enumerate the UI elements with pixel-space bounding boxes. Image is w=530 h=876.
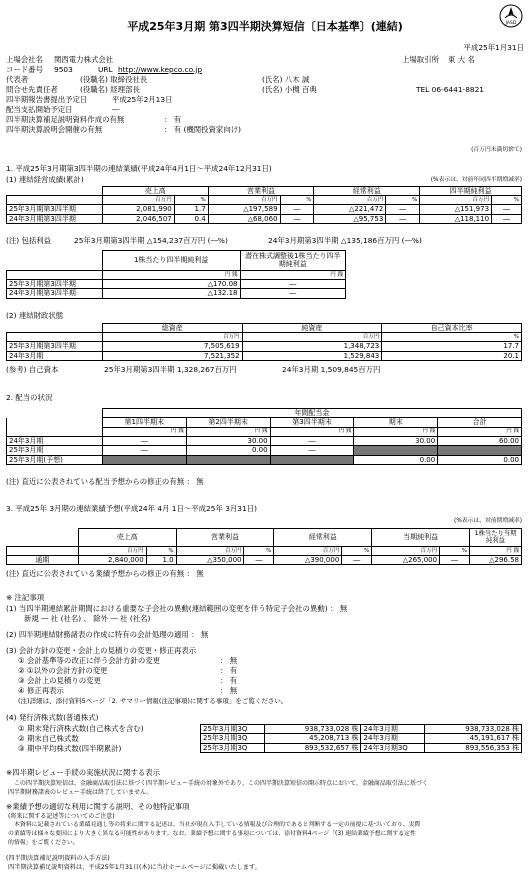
shaded-cell bbox=[186, 455, 270, 464]
shares-label: ① 期末発行済株式数(自己株式を含む) bbox=[18, 724, 144, 733]
listed-value: 関西電力株式会社 bbox=[54, 55, 114, 64]
rep-title: (役職名) 取締役社長 bbox=[80, 75, 148, 84]
row-label: 25年3月期第3四半期 bbox=[7, 205, 103, 214]
cell: 25年3月期3Q bbox=[201, 734, 265, 743]
shaded-cell bbox=[270, 455, 354, 464]
unit-cell: % bbox=[174, 196, 208, 205]
report-label: 四半期報告書提出予定日 bbox=[6, 95, 88, 104]
row-label: 24年3月期 bbox=[7, 351, 103, 360]
cell: ― bbox=[280, 205, 314, 214]
shares-label: ③ 期中平均株式数(四半期累計) bbox=[18, 744, 122, 753]
cell: △170.08 bbox=[102, 280, 240, 289]
comp-b: 24年3月期第3四半期 △135,186百万円 (―%) bbox=[268, 236, 422, 245]
shares-table bbox=[200, 724, 522, 753]
briefing-value: ： 有 (機関投資家向け) bbox=[164, 125, 241, 134]
cell: 7,521,352 bbox=[102, 351, 242, 360]
unit-cell: % bbox=[244, 547, 274, 556]
unit-cell: 百万円 bbox=[314, 196, 386, 205]
review-text: 四半期財務諸表のレビュー手続は終了していません。 bbox=[8, 789, 153, 796]
note-3-value: ： 無 bbox=[220, 656, 238, 665]
unit-cell: 円 銭 bbox=[470, 547, 522, 556]
cell: 24年3月期 bbox=[361, 734, 425, 743]
s2-title: 2. 配当の状況 bbox=[6, 393, 53, 402]
note-3-detail: (注)詳細は、添付資料5ページ「2. サマリー情報(注記事項)に関する事項」をご覧ください。 bbox=[18, 697, 288, 705]
note-4: (4) 発行済株式数(普通株式) bbox=[6, 713, 99, 722]
cell: ― bbox=[240, 289, 346, 298]
cell: ― bbox=[240, 280, 346, 289]
cell: 25年3月期3Q bbox=[201, 743, 265, 752]
cell: ― bbox=[102, 446, 186, 455]
note-3-value: ： 有 bbox=[220, 666, 238, 675]
financial-table bbox=[6, 323, 522, 361]
s3-note: (注) 直近に公表されている業績予想からの修正の有無 ： 無 bbox=[6, 569, 204, 578]
cell: 7,505,619 bbox=[102, 342, 242, 351]
s1-title: 1. 平成25年3月期第3四半期の連結業績(平成24年4月1日～平成24年12月31日) bbox=[6, 164, 272, 173]
cell: 938,733,028 株 bbox=[264, 725, 361, 734]
report-date: 平成25年1月31日 bbox=[463, 43, 524, 52]
unit-cell: 円 銭 bbox=[102, 271, 240, 280]
cell: ― bbox=[386, 214, 420, 223]
table-row bbox=[7, 556, 522, 565]
cell: 20.1 bbox=[382, 351, 522, 360]
hdr-annual-dividend: 年間配当金 bbox=[102, 409, 521, 418]
hdr-ord-income: 経常利益 bbox=[274, 529, 372, 547]
hdr-net-assets: 純資産 bbox=[242, 324, 382, 333]
cell: 0.00 bbox=[354, 455, 438, 464]
material-value: ： 有 bbox=[164, 115, 182, 124]
table-row bbox=[201, 734, 522, 743]
note-3-value: ： 無 bbox=[220, 686, 238, 695]
forecast-text: 的情報」をご覧ください。 bbox=[8, 840, 79, 846]
note-3-item: ③ 会計上の見積りの変更 bbox=[18, 676, 101, 685]
cell: △132.18 bbox=[102, 289, 240, 298]
hdr-op-income: 営業利益 bbox=[176, 529, 274, 547]
cell: 0.00 bbox=[186, 446, 270, 455]
exchange-value: 東 大 名 bbox=[448, 55, 475, 64]
cell: △350,000 bbox=[176, 556, 244, 565]
forecast-title: ※業績予想の適切な利用に関する説明、その他特記事項 bbox=[6, 802, 190, 811]
cell: 24年3月期3Q bbox=[361, 743, 425, 752]
note-3-item: ④ 修正再表示 bbox=[18, 686, 64, 695]
note-3: (3) 会計方針の変更・会計上の見積りの変更・修正再表示 bbox=[6, 646, 197, 655]
unit-cell: 円 銭 bbox=[270, 427, 354, 436]
row-label: 24年3月期第3四半期 bbox=[7, 289, 103, 298]
comp-note: (注) 包括利益 bbox=[6, 236, 52, 245]
cell: 24年3月期 bbox=[361, 725, 425, 734]
contact-name: (氏名) 小槻 百典 bbox=[262, 85, 317, 94]
cell: 17.7 bbox=[382, 342, 522, 351]
hdr-ord-income: 経常利益 bbox=[314, 187, 420, 196]
contact-title: (役職名) 経理部長 bbox=[80, 85, 140, 94]
hdr-net-income: 四半期純利益 bbox=[420, 187, 522, 196]
unit-cell: 百万円 bbox=[102, 333, 242, 342]
unit-cell: % bbox=[280, 196, 314, 205]
review-title: ※四半期レビュー手続の実施状況に関する表示 bbox=[6, 768, 161, 777]
forecast-table bbox=[6, 528, 522, 565]
contact-label: 問合せ先責任者 bbox=[6, 85, 58, 94]
cell: 45,208,713 株 bbox=[264, 734, 361, 743]
equity-a: 25年3月期第3四半期 1,328,267百万円 bbox=[104, 365, 237, 374]
code-label: コード番号 bbox=[6, 65, 43, 74]
cell: ― bbox=[386, 205, 420, 214]
cell: 0.00 bbox=[438, 455, 522, 464]
unit-cell: % bbox=[342, 547, 372, 556]
eps-table bbox=[6, 250, 346, 299]
cell: 893,556,353 株 bbox=[425, 743, 522, 752]
equity-label: (参考) 自己資本 bbox=[6, 365, 59, 374]
cell: ― bbox=[102, 436, 186, 445]
row-label: 24年3月期 bbox=[7, 436, 103, 445]
unit-cell: % bbox=[492, 196, 522, 205]
cell: 30.00 bbox=[186, 436, 270, 445]
cell: ― bbox=[244, 556, 274, 565]
material-label: 四半期決算補足説明資料作成の有無 bbox=[6, 115, 125, 124]
cell: 2,081,990 bbox=[102, 205, 174, 214]
shaded-cell bbox=[354, 446, 438, 455]
unit-cell: % bbox=[146, 547, 176, 556]
exchange-label: 上場取引所 bbox=[402, 55, 439, 64]
unit-cell: 百万円 bbox=[102, 196, 174, 205]
cell: ― bbox=[280, 214, 314, 223]
review-text: この四半期決算短信は、金融商品取引法に基づく四半期レビュー手続の対象外であり、この四半期決算短信の開示時点において、金融商品取引法に基づく bbox=[14, 780, 428, 787]
cell: △197,589 bbox=[208, 205, 280, 214]
cell: 45,191,617 株 bbox=[425, 734, 522, 743]
table-row bbox=[7, 342, 522, 351]
dividend-table bbox=[6, 408, 522, 465]
unit-cell: 百万円 bbox=[208, 196, 280, 205]
hdr-eps: 1株当たり四半期純利益 bbox=[102, 251, 240, 271]
rep-label: 代表者 bbox=[6, 75, 29, 84]
url-link[interactable]: http://www.kepco.co.jp bbox=[118, 65, 203, 74]
unit-cell: 百万円 bbox=[242, 333, 382, 342]
note-3-value: ： 有 bbox=[220, 676, 238, 685]
cell: 1,348,723 bbox=[242, 342, 382, 351]
unit-cell: 百万円 bbox=[274, 547, 342, 556]
dividend-label: 配当支払開始予定日 bbox=[6, 105, 73, 114]
cell: 893,532,657 株 bbox=[264, 743, 361, 752]
cell: ― bbox=[342, 556, 372, 565]
unit-cell: 百万円 bbox=[420, 196, 492, 205]
url-label: URL bbox=[98, 65, 113, 74]
listed-label: 上場会社名 bbox=[6, 55, 43, 64]
unit-cell: % bbox=[440, 547, 470, 556]
supp-text: 四半期決算補足説明資料は、平成25年1月31日(木)に当社ホームページに掲載いたします。 bbox=[8, 864, 261, 871]
s1-sub1: (1) 連結経営成績(累計) bbox=[6, 175, 84, 184]
cell: △265,000 bbox=[372, 556, 440, 565]
unit-cell: % bbox=[382, 333, 522, 342]
forecast-sub: (将来に関する記述等についてのご注意) bbox=[8, 813, 115, 820]
hdr-op-income: 営業利益 bbox=[208, 187, 314, 196]
equity-b: 24年3月期 1,509,845百万円 bbox=[282, 365, 381, 374]
s1-pct-note: (%表示は、対前年同四半期増減率) bbox=[430, 177, 522, 183]
unit-cell: 円 銭 bbox=[354, 427, 438, 436]
table-row bbox=[201, 743, 522, 752]
rep-name: (氏名) 八木 誠 bbox=[262, 75, 310, 84]
hdr-total-assets: 総資産 bbox=[102, 324, 242, 333]
table-row bbox=[7, 280, 346, 289]
cell: 60.00 bbox=[438, 436, 522, 445]
s2-note: (注) 直近に公表されている配当予想からの修正の有無 ： 無 bbox=[6, 477, 204, 486]
cell: △151,973 bbox=[420, 205, 492, 214]
unit-cell: 百万円 bbox=[372, 547, 440, 556]
unit-cell: 円 銭 bbox=[186, 427, 270, 436]
note-3-item: ① 会計基準等の改正に伴う会計方針の変更 bbox=[18, 656, 161, 665]
row-label: 25年3月期第3四半期 bbox=[7, 280, 103, 289]
results-table bbox=[6, 186, 522, 224]
comp-a: 25年3月期第3四半期 △154,237百万円 (―%) bbox=[74, 236, 228, 245]
report-value: 平成25年2月13日 bbox=[112, 95, 173, 104]
cell: 2,840,000 bbox=[78, 556, 146, 565]
cell: △118,110 bbox=[420, 214, 492, 223]
table-row bbox=[7, 455, 522, 464]
cell: ― bbox=[270, 436, 354, 445]
table-row bbox=[7, 205, 522, 214]
dividend-value: ― bbox=[112, 105, 120, 114]
forecast-text: の業績等は様々な要因により大きく異なる可能性があります。なお、業績予想に関する事項については、添付資料4ページ「(3) 連結業績予想に関する定性 bbox=[8, 831, 416, 837]
cell: ― bbox=[492, 205, 522, 214]
table-row bbox=[7, 351, 522, 360]
forecast-text: 本資料に記載されている業績見通し等の将来に関する記述は、当社が現在入手している情報及び合理的であると判断する一定の前提に基づいており、実際 bbox=[14, 822, 421, 828]
row-label: 通期 bbox=[7, 556, 79, 565]
hdr-total: 合計 bbox=[438, 418, 522, 427]
unit-cell: 円 銭 bbox=[102, 427, 186, 436]
table-row bbox=[7, 214, 522, 223]
hdr-q2: 第2四半期末 bbox=[186, 418, 270, 427]
cell: ― bbox=[440, 556, 470, 565]
row-label: 25年3月期 bbox=[7, 446, 103, 455]
row-label: 25年3月期(予想) bbox=[7, 455, 103, 464]
row-label: 25年3月期第3四半期 bbox=[7, 342, 103, 351]
table-row bbox=[7, 446, 522, 455]
code-value: 9503 bbox=[54, 65, 73, 74]
cell: △390,000 bbox=[274, 556, 342, 565]
note-2: (2) 四半期連結財務諸表の作成に特有の会計処理の適用 ： 無 bbox=[6, 630, 209, 639]
cell: 30.00 bbox=[354, 436, 438, 445]
unit-cell: 百万円 bbox=[176, 547, 244, 556]
supp-title: (四半期決算補足説明資料の入手方法) bbox=[6, 855, 110, 862]
cell: 1,529,843 bbox=[242, 351, 382, 360]
hdr-q1: 第1四半期末 bbox=[102, 418, 186, 427]
table-row bbox=[201, 725, 522, 734]
unit-cell: % bbox=[386, 196, 420, 205]
note-1b: 新規 ― 社 (社名) 、 除外 ― 社 (社名) bbox=[24, 614, 151, 623]
cell: ― bbox=[270, 446, 354, 455]
hdr-equity-ratio: 自己資本比率 bbox=[382, 324, 522, 333]
cell: △95,753 bbox=[314, 214, 386, 223]
hdr-net-income: 当期純利益 bbox=[372, 529, 470, 547]
row-label: 24年3月期第3四半期 bbox=[7, 214, 103, 223]
hdr-eps: 1株当たり当期純利益 bbox=[470, 529, 522, 547]
note-3-item: ② ①以外の会計方針の変更 bbox=[18, 666, 108, 675]
hdr-diluted-eps: 潜在株式調整後1株当たり四半期純利益 bbox=[240, 251, 346, 271]
contact-tel: TEL 06-6441-8821 bbox=[416, 85, 485, 94]
hdr-year-end: 期末 bbox=[354, 418, 438, 427]
unit-cell: 百万円 bbox=[78, 547, 146, 556]
shaded-cell bbox=[102, 455, 186, 464]
briefing-label: 四半期決算説明会開催の有無 bbox=[6, 125, 103, 134]
cell: △296.58 bbox=[470, 556, 522, 565]
hdr-q3: 第3四半期末 bbox=[270, 418, 354, 427]
hdr-sales: 売上高 bbox=[78, 529, 176, 547]
table-row bbox=[7, 436, 522, 445]
page-title: 平成25年3月期 第3四半期決算短信〔日本基準〕(連結) bbox=[127, 20, 403, 33]
svg-text:JASD: JASD bbox=[505, 21, 517, 26]
unit-note: (百万円未満切捨て) bbox=[471, 147, 522, 153]
shares-label: ② 期末自己株式数 bbox=[18, 734, 79, 743]
unit-cell: 円 銭 bbox=[438, 427, 522, 436]
note-1: (1) 当四半期連結累計期間における重要な子会社の異動(連結範囲の変更を伴う特定子会社の異動) ： 無 bbox=[6, 604, 348, 613]
s3-title: 3. 平成25年 3月期の連結業績予想(平成24年 4月 1日～平成25年 3月31日) bbox=[6, 504, 257, 513]
cell: △221,472 bbox=[314, 205, 386, 214]
s3-pct-note: (%表示は、対前期増減率) bbox=[453, 518, 522, 524]
notes-title: ※ 注記事項 bbox=[6, 593, 45, 602]
cell: 1.0 bbox=[146, 556, 176, 565]
cell: ― bbox=[492, 214, 522, 223]
cell: 1.7 bbox=[174, 205, 208, 214]
table-row bbox=[7, 289, 346, 298]
cell: 0.4 bbox=[174, 214, 208, 223]
cell: 25年3月期3Q bbox=[201, 725, 265, 734]
cell: △68,060 bbox=[208, 214, 280, 223]
cell: 2,046,507 bbox=[102, 214, 174, 223]
shaded-cell bbox=[438, 446, 522, 455]
unit-cell: 円 銭 bbox=[240, 271, 346, 280]
hdr-sales: 売上高 bbox=[102, 187, 208, 196]
s1-sub2: (2) 連結財政状態 bbox=[6, 311, 64, 320]
cell: 938,733,028 株 bbox=[425, 725, 522, 734]
